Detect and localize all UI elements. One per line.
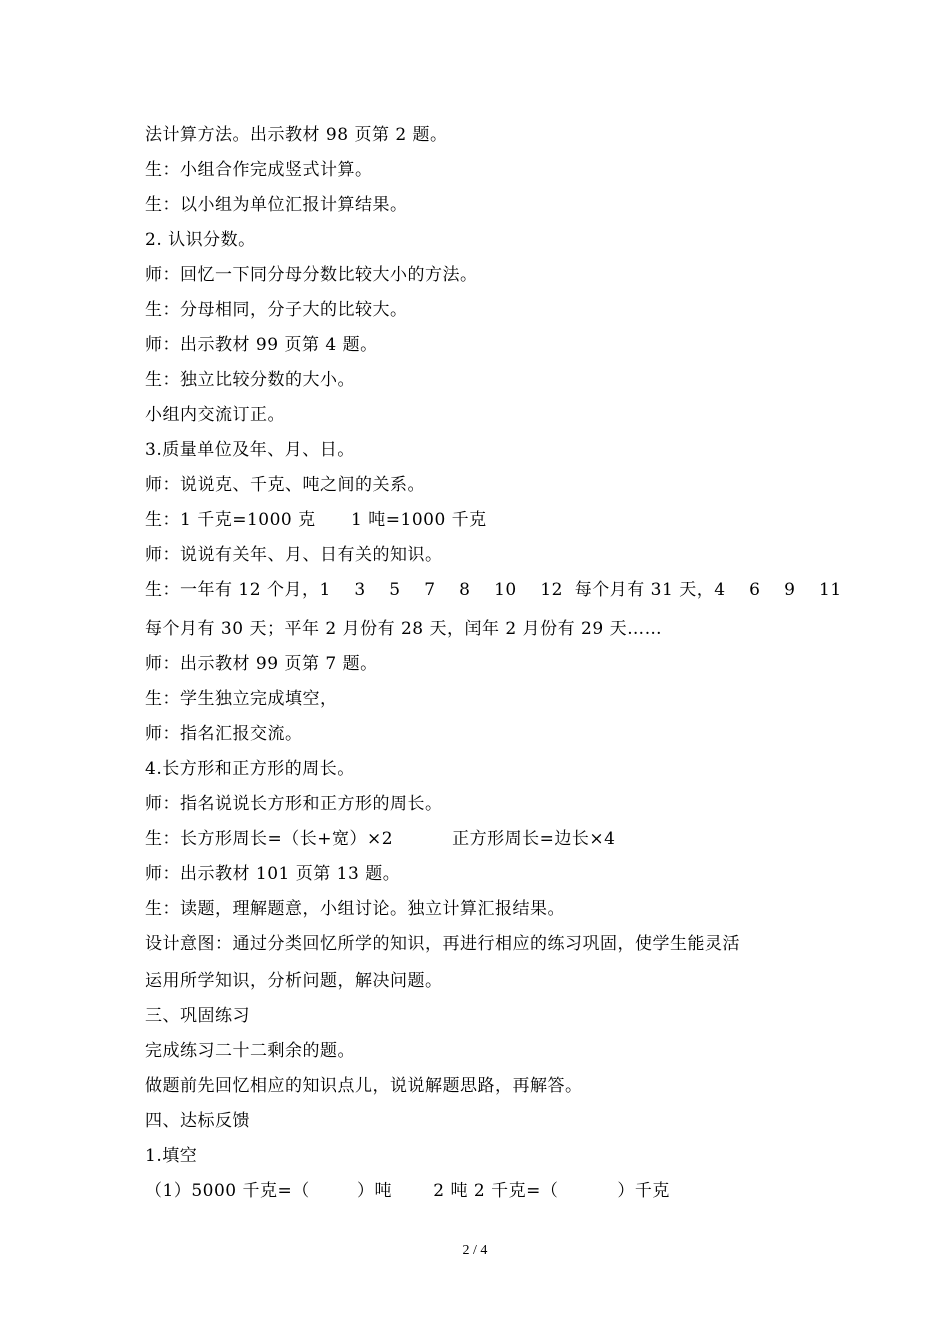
text-line: 师：说说有关年、月、日有关的知识。 [145, 545, 443, 565]
text-line: 师：指名说说长方形和正方形的周长。 [145, 794, 443, 814]
section-heading: 3.质量单位及年、月、日。 [145, 440, 355, 460]
text-line: 小组内交流订正。 [145, 405, 285, 425]
text-line: 师：出示教材 99 页第 7 题。 [145, 654, 378, 674]
text-line: 生：长方形周长=（长+宽）×2 正方形周长=边长×4 [145, 829, 616, 849]
section-heading: 三、巩固练习 [145, 1006, 250, 1026]
text-line: 师：回忆一下同分母分数比较大小的方法。 [145, 265, 478, 285]
text-line: 生：独立比较分数的大小。 [145, 370, 355, 390]
text-line: 每个月有 30 天；平年 2 月份有 28 天，闰年 2 月份有 29 天…… [145, 619, 663, 639]
text-line: 生：学生独立完成填空， [145, 689, 338, 709]
text-line: （1）5000 千克=（ ）吨 2 吨 2 千克=（ ）千克 [145, 1181, 670, 1201]
text-line: 生：1 千克=1000 克 1 吨=1000 千克 [145, 510, 487, 530]
text-line: 1.填空 [145, 1146, 198, 1166]
text-line: 运用所学知识，分析问题，解决问题。 [145, 971, 443, 991]
text-line: 师：出示教材 101 页第 13 题。 [145, 864, 401, 884]
section-heading: 4.长方形和正方形的周长。 [145, 759, 355, 779]
text-line: 生：分母相同，分子大的比较大。 [145, 300, 408, 320]
page-number: 2 / 4 [462, 1243, 488, 1258]
text-line: 生：以小组为单位汇报计算结果。 [145, 195, 408, 215]
section-heading: 四、达标反馈 [145, 1111, 250, 1131]
text-line: 师：指名汇报交流。 [145, 724, 303, 744]
text-line: 生：一年有 12 个月，1 3 5 7 8 10 12 每个月有 31 天，4 6 9 11 [145, 580, 842, 600]
text-line: 完成练习二十二剩余的题。 [145, 1041, 355, 1061]
text-line: 做题前先回忆相应的知识点儿，说说解题思路，再解答。 [145, 1076, 583, 1096]
text-line: 师：说说克、千克、吨之间的关系。 [145, 475, 425, 495]
text-line: 设计意图：通过分类回忆所学的知识，再进行相应的练习巩固，使学生能灵活 [145, 934, 740, 954]
text-line: 生：小组合作完成竖式计算。 [145, 160, 373, 180]
text-line: 生：读题，理解题意，小组讨论。独立计算汇报结果。 [145, 899, 565, 919]
text-line: 师：出示教材 99 页第 4 题。 [145, 335, 378, 355]
section-heading: 2. 认识分数。 [145, 230, 256, 250]
document-body [145, 118, 842, 1209]
text-line: 法计算方法。出示教材 98 页第 2 题。 [145, 125, 448, 145]
